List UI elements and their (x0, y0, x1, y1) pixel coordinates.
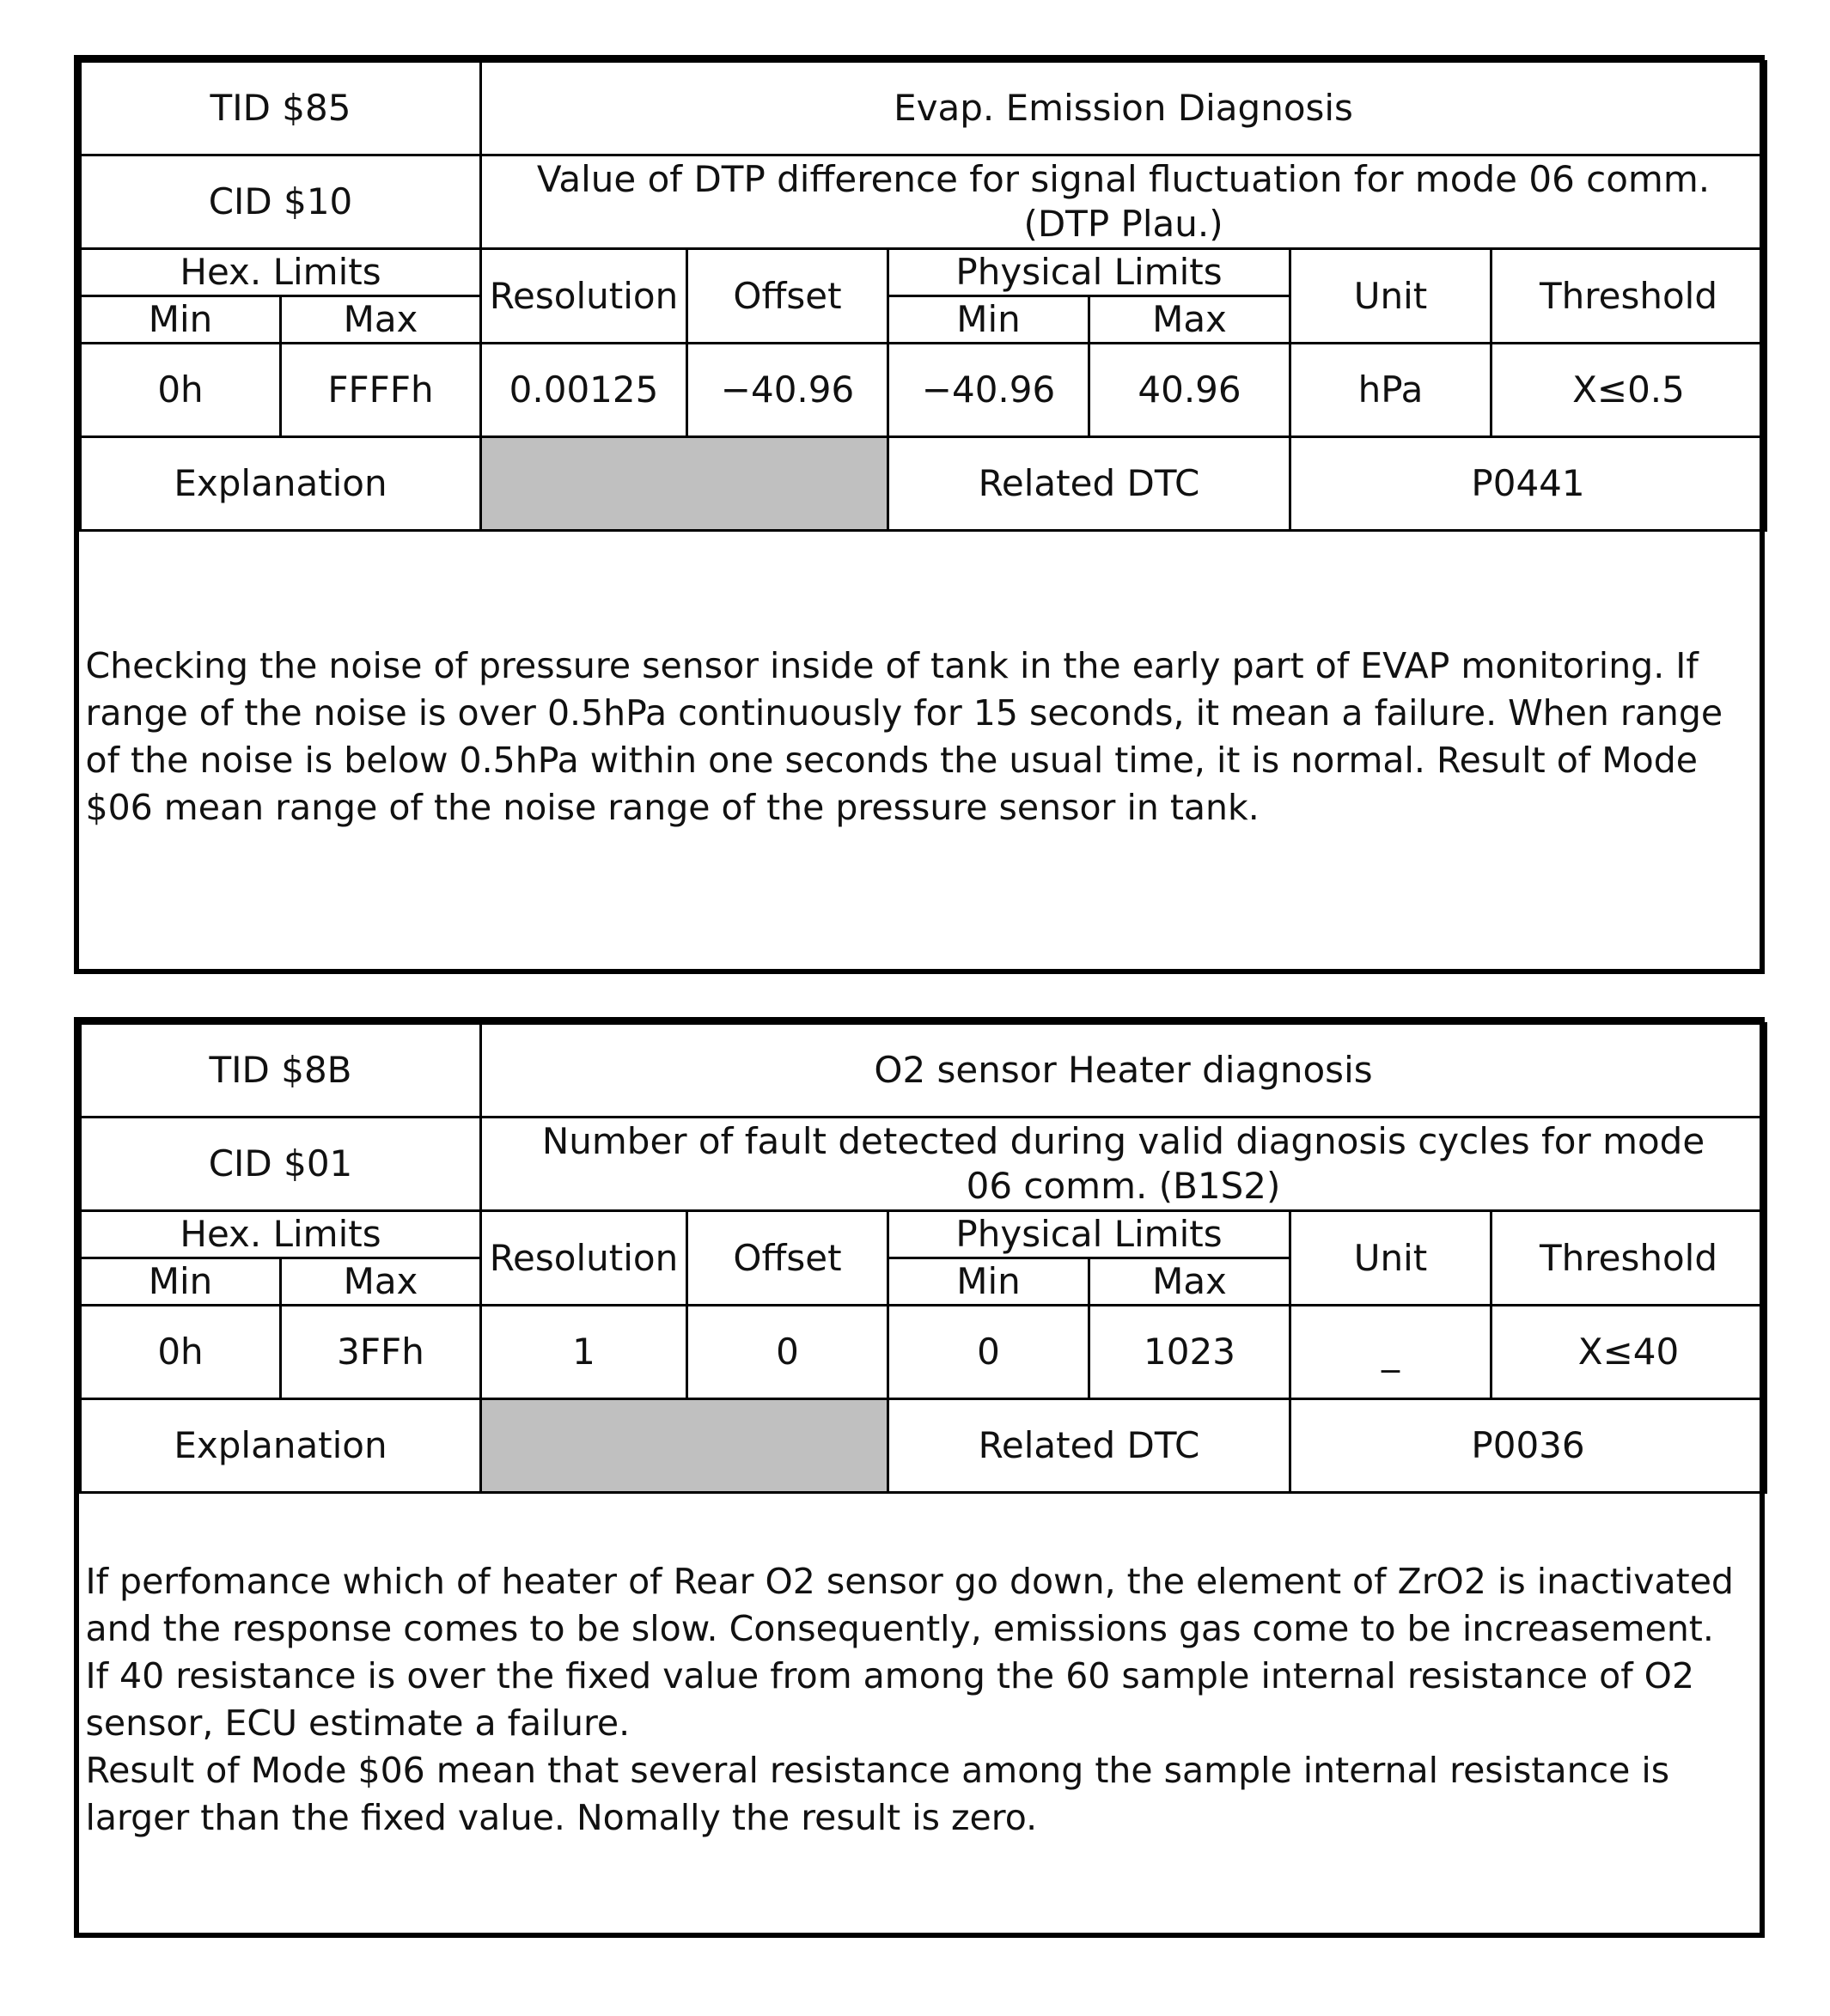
resolution-header: Resolution (481, 249, 687, 344)
unit-header: Unit (1290, 1211, 1491, 1306)
hex-max-header: Max (281, 296, 481, 344)
hex-max-header: Max (281, 1258, 481, 1306)
phys-max-header: Max (1089, 1258, 1290, 1306)
tid-description: Evap. Emission Diagnosis (481, 62, 1766, 155)
related-dtc-value: P0036 (1290, 1399, 1766, 1493)
hex-min-header: Min (81, 1258, 281, 1306)
resolution-value: 0.00125 (481, 344, 687, 437)
resolution-value: 1 (481, 1306, 687, 1399)
offset-header: Offset (687, 249, 888, 344)
hex-limits-header: Hex. Limits (81, 249, 481, 296)
threshold-value: X≤0.5 (1491, 344, 1766, 437)
threshold-header: Threshold (1491, 249, 1766, 344)
phys-min-header: Min (888, 1258, 1089, 1306)
hex-min-value: 0h (81, 1306, 281, 1399)
hex-max-value: 3FFh (281, 1306, 481, 1399)
tid-description: O2 sensor Heater diagnosis (481, 1024, 1766, 1118)
diagnostic-block-tid-85 (74, 55, 1765, 974)
related-dtc-value: P0441 (1290, 437, 1766, 531)
explanation-label: Explanation (81, 437, 481, 531)
phys-min-header: Min (888, 296, 1089, 344)
phys-max-header: Max (1089, 296, 1290, 344)
phys-max-value: 1023 (1089, 1306, 1290, 1399)
explanation-label: Explanation (81, 1399, 481, 1493)
threshold-header: Threshold (1491, 1211, 1766, 1306)
resolution-header: Resolution (481, 1211, 687, 1306)
tid-label: TID $8B (81, 1024, 481, 1118)
hex-min-value: 0h (81, 344, 281, 437)
hex-limits-header: Hex. Limits (81, 1211, 481, 1258)
physical-limits-header: Physical Limits (888, 1211, 1290, 1258)
explanation-text: Checking the noise of pressure sensor inside of tank in the early part of EVAP monitoring. If range of the noise is over 0.5hPa continuously for 15 seconds, it mean a failure. When range of the noise is below 0.5hPa within one seconds the usual time, it is normal. Result of Mode $06 mean range of the noise range of the pressure sensor in tank. (81, 531, 1766, 943)
diagnostic-block-tid-8b (74, 1017, 1765, 1938)
hex-max-value: FFFFh (281, 344, 481, 437)
unit-value: hPa (1290, 344, 1491, 437)
cid-label: CID $10 (81, 155, 481, 249)
diagnostic-table (79, 60, 1767, 942)
diagnostic-table (79, 1022, 1767, 1906)
cid-description: Number of fault detected during valid diagnosis cycles for mode 06 comm. (B1S2) (481, 1118, 1766, 1211)
explanation-text: If perfomance which of heater of Rear O2 sensor go down, the element of ZrO2 is inactivated and the response comes to be slow. Consequently, emissions gas come to be increasement. If 40 resistance is over the fixed value from among the 60 sample internal resistance of O2 sensor, ECU estimate a failure. Result of Mode $06 mean that several resistance among the sample internal resistance is larger than the fixed value. Nomally the result is zero. (81, 1493, 1766, 1907)
hex-min-header: Min (81, 296, 281, 344)
offset-value: −40.96 (687, 344, 888, 437)
tid-label: TID $85 (81, 62, 481, 155)
physical-limits-header: Physical Limits (888, 249, 1290, 296)
related-dtc-label: Related DTC (888, 1399, 1290, 1493)
phys-min-value: −40.96 (888, 344, 1089, 437)
related-dtc-label: Related DTC (888, 437, 1290, 531)
cid-label: CID $01 (81, 1118, 481, 1211)
unit-header: Unit (1290, 249, 1491, 344)
offset-value: 0 (687, 1306, 888, 1399)
unit-value: _ (1290, 1306, 1491, 1399)
threshold-value: X≤40 (1491, 1306, 1766, 1399)
phys-max-value: 40.96 (1089, 344, 1290, 437)
phys-min-value: 0 (888, 1306, 1089, 1399)
cid-description: Value of DTP difference for signal fluctuation for mode 06 comm. (DTP Plau.) (481, 155, 1766, 249)
offset-header: Offset (687, 1211, 888, 1306)
explanation-blank-cell (481, 1399, 888, 1493)
explanation-blank-cell (481, 437, 888, 531)
